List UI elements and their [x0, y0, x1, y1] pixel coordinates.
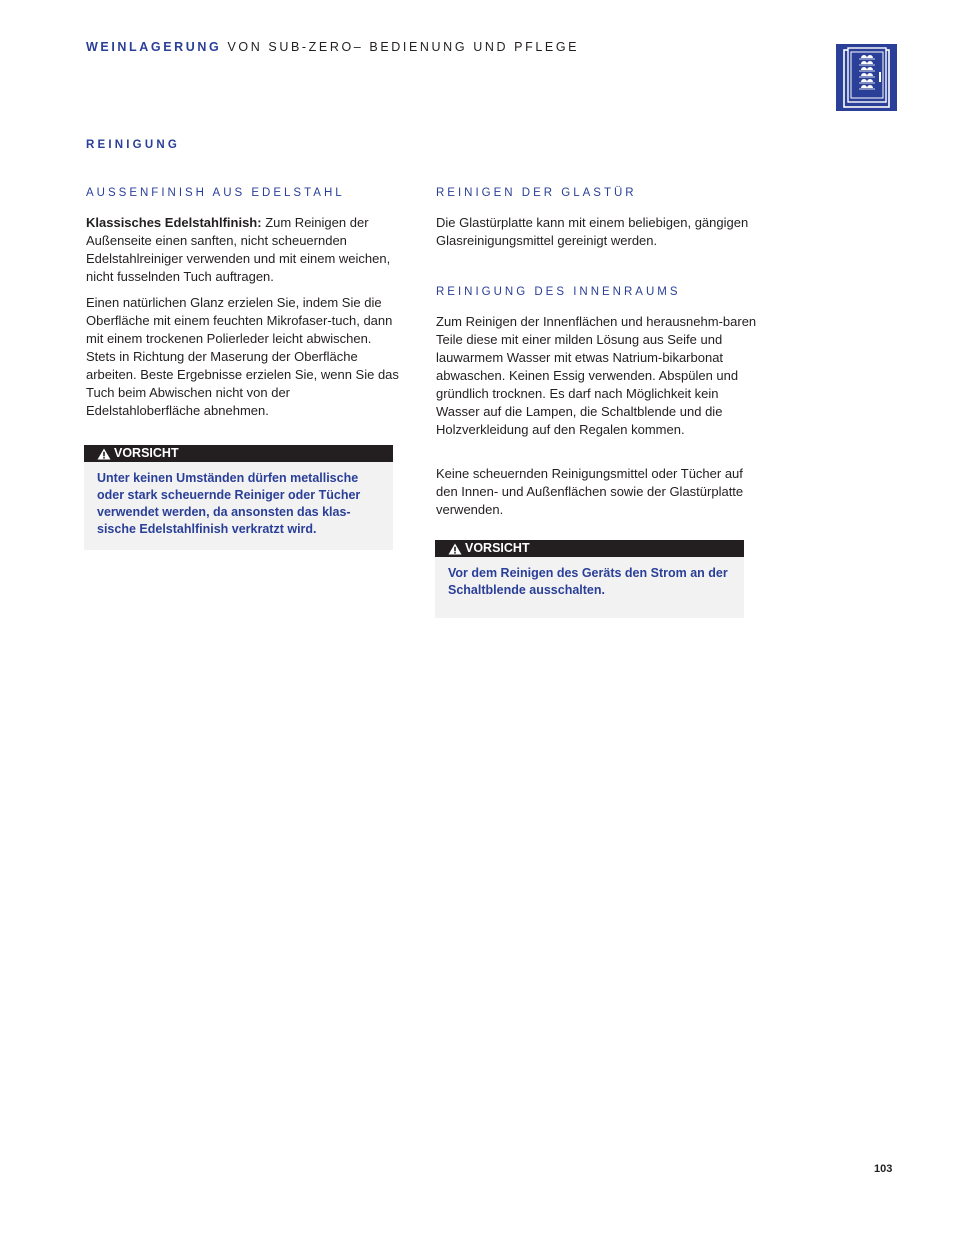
section-title: REINIGUNG [86, 139, 180, 151]
running-header [86, 40, 579, 54]
subhead-exterior-finish: AUSSENFINISH AUS EDELSTAHL [86, 187, 345, 199]
caution-header [84, 445, 393, 462]
caution-text: Unter keinen Umständen dürfen metallische oder stark scheuernde Reiniger oder Tücher verwendet werden, da ansonsten das klas-sische Edelstahlfinish verkratzt wird. [97, 471, 361, 536]
caution-header [435, 540, 744, 557]
paragraph-glass-door: Die Glastürplatte kann mit einem beliebigen, gängigen Glasreinigungsmittel gereinigt werden. [436, 215, 749, 248]
paragraph-stainless-finish [86, 214, 402, 286]
caution-label: VORSICHT [114, 446, 179, 460]
wine-storage-icon [836, 44, 897, 111]
warning-icon [448, 543, 462, 555]
caution-box-power [435, 540, 744, 618]
paragraph-natural-shine: Einen natürlichen Glanz erzielen Sie, indem Sie die Oberfläche mit einem feuchten Mikrofaser-tuch, dann mit einem trockenen Polierleder leicht abwischen. Stets in Richtung der Maserung der Oberfläche arbeiten. Beste Ergebnisse erzielen Sie, wenn Sie das Tuch beim Abwischen nicht von der Edelstahloberfläche abnehmen. [86, 295, 399, 418]
warning-icon [97, 448, 111, 460]
caution-box-exterior [84, 445, 393, 550]
header-brand: WEINLAGERUNG [86, 40, 222, 54]
paragraph-no-abrasives: Keine scheuernden Reinigungsmittel oder Tücher auf den Innen- und Außenflächen sowie der Glastürplatte verwenden. [436, 466, 744, 517]
subhead-glass-door: REINIGEN DER GLASTÜR [436, 187, 637, 199]
paragraph-lead-in: Klassisches Edelstahlfinish: [86, 215, 262, 230]
caution-text: Vor dem Reinigen des Geräts den Strom an der Schaltblende ausschalten. [448, 566, 728, 597]
paragraph-body: Zum Reinigen der Außenseite einen sanften, nicht scheuernden Edelstahlreiniger verwenden und mit einem weichen, nicht fusselnden Tuch auftragen. [86, 215, 391, 284]
subhead-interior: REINIGUNG DES INNENRAUMS [436, 286, 681, 298]
header-title: VON SUB-ZERO– BEDIENUNG UND PFLEGE [221, 40, 580, 54]
page-number: 103 [874, 1163, 893, 1175]
caution-label: VORSICHT [465, 541, 530, 555]
paragraph-interior-cleaning: Zum Reinigen der Innenflächen und herausnehm-baren Teile diese mit einer milden Lösung aus Seife und lauwarmem Wasser mit etwas Natrium-bikarbonat abwaschen. Keinen Essig verwenden. Abspülen und gründlich trocknen. Es darf nach Möglichkeit kein Wasser auf die Lampen, die Schaltblende und die Holzverkleidung auf den Regalen kommen. [436, 314, 757, 437]
